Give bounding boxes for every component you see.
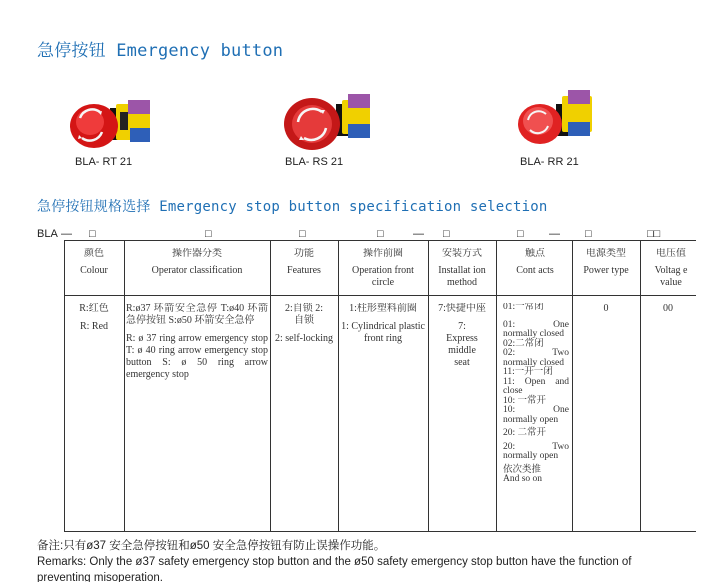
header-features: 功能 Features [287,248,321,276]
cell-features: 2:自锁 2:自锁 2: self-locking [274,303,334,344]
header-power: 电源类型 Power type [583,248,629,276]
code-box-features: □ [299,228,306,240]
table-col-line [572,240,573,532]
mushroom-button-red-icon [512,84,622,164]
cell-voltage: 00 [663,303,673,314]
product-label: BLA- RR 21 [520,156,579,168]
header-voltage: 电压值 Voltag e value [654,248,688,288]
table-col-line [64,240,65,532]
code-box-front-circle: □ [377,228,384,240]
product-label: BLA- RT 21 [75,156,133,168]
code-prefix: BLA [37,228,58,240]
cell-front-circle: 1:柱形塑料前圈 1: Cylindrical plastic front ring [341,303,425,344]
cell-contacts: 01:一常闭 01: One normally closed 02:二常闭 02: Two normally closed 11:一开一闭 11: Open and close 10: 一常开 10: One normally open 20: 二常开 20: Two normally open 依次类推 And so on [503,303,569,484]
product-image-bla-rr21 [512,84,622,164]
table-col-line [496,240,497,532]
spec-title: 急停按钮规格选择 Emergency stop button specification selection [37,199,548,215]
code-dash: — [413,228,424,240]
code-box-contacts: □ [517,228,524,240]
cell-operator: R:ø37 环箭安全急停 T:ø40 环箭急停按钮 S:ø50 环箭安全急停 R: ø 37 ring arrow emergency stop T: ø 40 ring arrow emergency stop button S: ø 50 ring arrow emergency stop [126,303,268,380]
table-col-line [338,240,339,532]
table-col-line [270,240,271,532]
table-border-top [64,240,696,241]
code-dash: — [549,228,560,240]
remarks-en-line2: preventing misoperation. [37,572,163,582]
header-operator: 操作器分类 Operator classification [151,248,243,276]
header-install: 安装方式 Installat ion method [438,248,486,288]
table-col-line [428,240,429,532]
table-border-bottom [64,531,696,532]
code-box-power: □ [585,228,592,240]
code-box-install: □ [443,228,450,240]
code-dash: — [61,228,72,240]
table-col-line [640,240,641,532]
code-box-voltage: □□ [647,228,661,240]
product-label: BLA- RS 21 [285,156,344,168]
code-box-operator: □ [205,228,212,240]
header-contacts: 触点 Cont acts [516,248,554,276]
header-front-circle: 操作前圈 Operation front circle [352,248,414,288]
cell-install: 7:快捷中座 7: Express middle seat [438,303,486,368]
remarks-cn: 备注:只有ø37 安全急停按钮和ø50 安全急停按钮有防止误操作功能。 [37,540,386,552]
cell-power: 0 [603,303,609,314]
remarks-en-line1: Remarks: Only the ø37 safety emergency stop button and the ø50 safety emergency stop button have the function of [37,556,632,568]
table-header-divider [64,295,696,296]
code-box-colour: □ [89,228,96,240]
header-colour: 颜色 Colour [80,248,108,276]
page-title: 急停按钮 Emergency button [37,41,284,61]
cell-colour: R:红色 R: Red [79,303,109,332]
table-col-line [124,240,125,532]
